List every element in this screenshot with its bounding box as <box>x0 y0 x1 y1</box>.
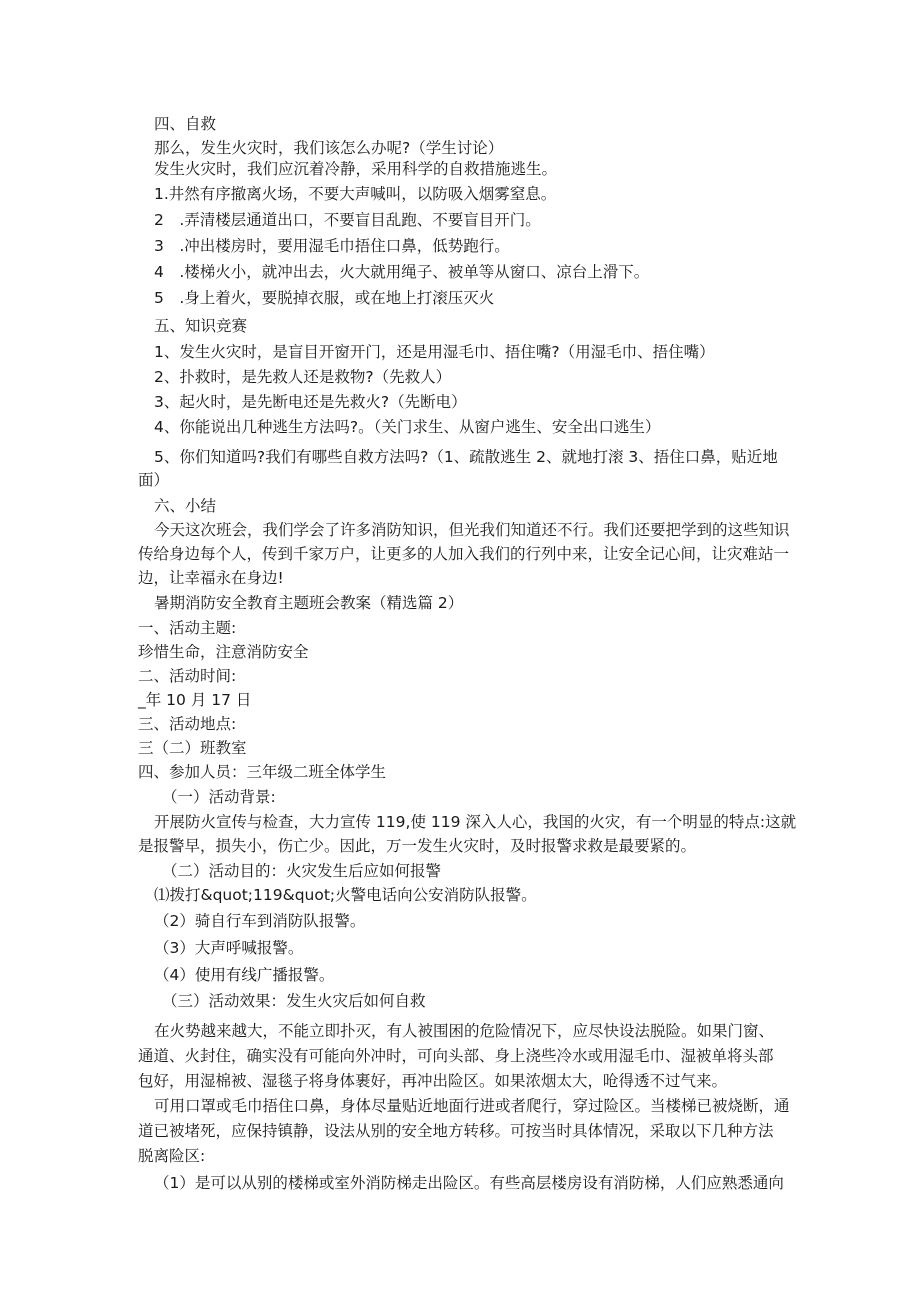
paragraph-line: 开展防火宣传与检查，大力宣传 119,使 119 深入人心，我国的火灾，有一个明显的特点:这就 <box>154 813 797 831</box>
paragraph-line: 发生火灾时，我们应沉着冷静，采用科学的自救措施逃生。 <box>154 160 558 178</box>
subheading: 四、参加人员：三年级二班全体学生 <box>138 763 387 781</box>
list-item: （3）大声呼喊报警。 <box>154 939 304 957</box>
paragraph-line: 通道、火封住，确实没有可能向外冲时，可向头部、身上浇些冷水或用湿毛巾、湿被单将头部 <box>138 1047 774 1065</box>
list-item: 1.井然有序撤离火场，不要大声喊叫，以防吸入烟雾窒息。 <box>154 185 557 203</box>
list-item: ⑴拨打&quot;119&quot;火警电话向公安消防队报警。 <box>154 886 537 904</box>
paragraph-line: 道已被堵死，应保持镇静，设法从别的安全地方转移。可按当时具体情况，采取以下几种方法 <box>138 1122 774 1140</box>
paragraph-line: 珍惜生命，注意消防安全 <box>138 643 309 661</box>
list-item: （1）是可以从别的楼梯或室外消防梯走出险区。有些高层楼房设有消防梯，人们应熟悉通向 <box>154 1174 784 1192</box>
list-item: 4 .楼梯火小，就冲出去，火大就用绳子、被单等从窗口、凉台上滑下。 <box>154 263 650 281</box>
subheading: 一、活动主题: <box>138 619 237 637</box>
paragraph-line: 是报警早，损失小，伤亡少。因此，万一发生火灾时，及时报警求救是最要紧的。 <box>138 837 697 855</box>
paragraph-line: 可用口罩或毛巾捂住口鼻，身体尽量贴近地面行进或者爬行，穿过险区。当楼梯已被烧断，通 <box>154 1097 790 1115</box>
list-item: 2 .弄清楼层通道出口，不要盲目乱跑、不要盲目开门。 <box>154 211 541 229</box>
paragraph-line: 那么，发生火灾时，我们该怎么办呢?（学生讨论） <box>154 139 504 157</box>
list-item: （2）骑自行车到消防队报警。 <box>154 912 366 930</box>
list-item: 2、扑救时，是先救人还是救物?（先救人） <box>154 368 452 386</box>
subheading: 三、活动地点: <box>138 715 237 733</box>
list-item: （4）使用有线广播报警。 <box>154 966 335 984</box>
paragraph-line: 边，让幸福永在身边! <box>138 569 284 587</box>
list-item: 3 .冲出楼房时，要用湿毛巾捂住口鼻，低势跑行。 <box>154 237 510 255</box>
subheading: 二、活动时间: <box>138 667 237 685</box>
paragraph-line: 三（二）班教室 <box>138 739 247 757</box>
list-item: 3、起火时，是先断电还是先救火?（先断电） <box>154 393 467 411</box>
heading-summary: 六、小结 <box>154 497 217 515</box>
subheading: （一）活动背景: <box>162 788 276 806</box>
subheading: （三）活动效果：发生火灾后如何自救 <box>162 992 426 1010</box>
paragraph-line: 包好，用湿棉被、湿毯子将身体裹好，再冲出险区。如果浓烟太大，呛得透不过气来。 <box>138 1072 728 1090</box>
paragraph-line: 脱离险区: <box>138 1147 206 1165</box>
subheading: （二）活动目的：火灾发生后应如何报警 <box>162 862 442 880</box>
heading-quiz: 五、知识竞赛 <box>154 317 248 335</box>
list-item: 4、你能说出几种逃生方法吗?。（关门求生、从窗户逃生、安全出口逃生） <box>154 418 661 436</box>
paragraph-line: _年 10 月 17 日 <box>138 691 252 709</box>
paragraph-line: 在火势越来越大，不能立即扑灭，有人被围困的危险情况下，应尽快设法脱险。如果门窗、 <box>154 1022 775 1040</box>
list-item: 1、发生火灾时，是盲目开窗开门，还是用湿毛巾、捂住嘴?（用湿毛巾、捂住嘴） <box>154 343 715 361</box>
list-item: 5 .身上着火，要脱掉衣服，或在地上打滚压灭火 <box>154 289 495 307</box>
heading-self-rescue: 四、自救 <box>154 115 217 133</box>
list-item-continued: 面） <box>138 471 170 489</box>
section-title: 暑期消防安全教育主题班会教案（精选篇 2） <box>154 594 464 612</box>
paragraph-line: 今天这次班会，我们学会了许多消防知识，但光我们知道还不行。我们还要把学到的这些知识 <box>154 521 790 539</box>
list-item: 5、你们知道吗?我们有哪些自救方法吗?（1、疏散逃生 2、就地打滚 3、捂住口鼻，贴近地 <box>154 448 778 466</box>
paragraph-line: 传给身边每个人，传到千家万户，让更多的人加入我们的行列中来，让安全记心间，让灾难站一 <box>138 545 790 563</box>
